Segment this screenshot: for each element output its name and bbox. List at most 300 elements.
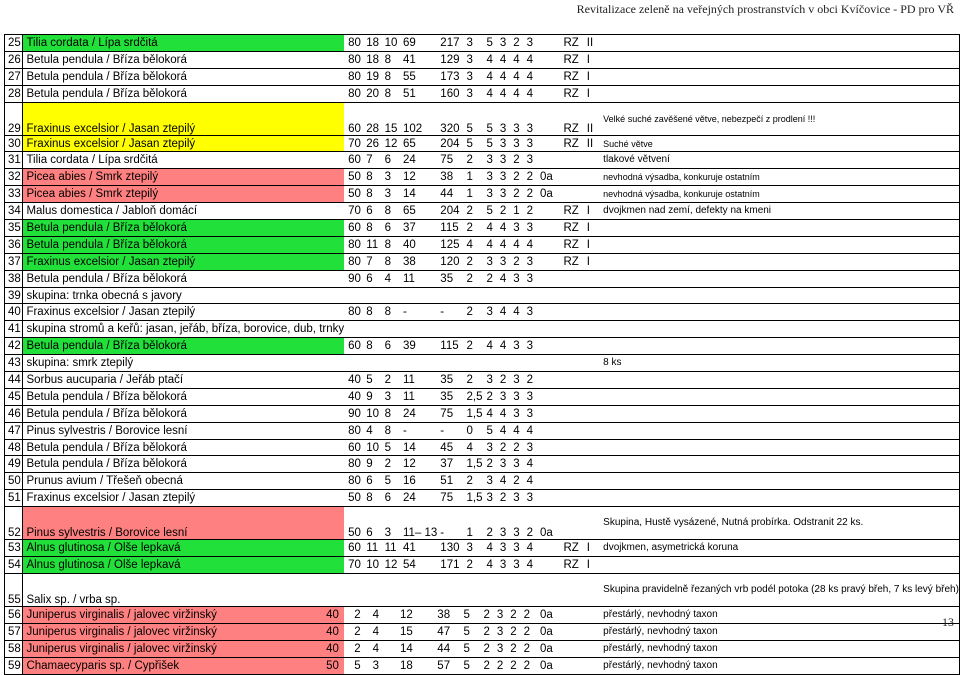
- tree-number: 58: [5, 640, 23, 657]
- measure-cell: 24: [400, 490, 437, 507]
- measure-cell: 40: [322, 640, 341, 657]
- measure-cell: 3: [382, 507, 400, 540]
- measure-cell: 4: [510, 422, 523, 439]
- tree-species: Sorbus aucuparia / Jeřáb ptačí: [23, 372, 344, 389]
- measure-cell: 204: [437, 135, 463, 152]
- tree-species: Chamaecyparis sp. / Cypřišek: [23, 657, 344, 674]
- measure-cell: 0a: [537, 507, 560, 540]
- measure-cell: [537, 490, 560, 507]
- measure-cell: 3: [464, 35, 484, 52]
- measure-cell: 3: [483, 372, 496, 389]
- measure-cell: [464, 355, 484, 372]
- measure-cell: 3: [483, 169, 496, 186]
- measure-cell: 4: [497, 405, 510, 422]
- note-cell: tlakové větvení: [603, 152, 959, 169]
- table-row: [5, 338, 960, 355]
- measure-cell: 6: [363, 473, 381, 490]
- measure-cell: RZ: [560, 253, 583, 270]
- note-cell: přestárlý, nevhodný taxon: [603, 623, 959, 640]
- measure-cell: 3: [464, 68, 484, 85]
- measure-cell: 2: [464, 203, 484, 220]
- table-row: [5, 186, 960, 203]
- measure-cell: [344, 287, 363, 304]
- measure-cell: 8: [363, 186, 381, 203]
- table-row: [5, 135, 960, 152]
- measure-cell: [537, 304, 560, 321]
- measure-cell: 4: [524, 68, 537, 85]
- measure-cell: 3: [510, 490, 523, 507]
- measure-cell: 3: [483, 186, 496, 203]
- measure-cell: 5: [461, 640, 481, 657]
- measure-cell: 2: [510, 152, 523, 169]
- measure-cell: [560, 507, 583, 540]
- note-cell: Velké suché zavěšené větve, nebezpečí z prodlení !!!: [603, 102, 959, 135]
- measure-cell: [584, 372, 603, 389]
- measure-cell: 2: [521, 623, 534, 640]
- note-cell: Suché větve: [603, 135, 959, 152]
- tree-species: Picea abies / Smrk ztepilý: [23, 169, 344, 186]
- tree-number: 53: [5, 540, 23, 557]
- measure-cell: [537, 557, 560, 574]
- measure-cell: 8: [382, 68, 400, 85]
- measure-cell: 3: [524, 35, 537, 52]
- measure-cell: 8: [363, 220, 381, 237]
- measure-cell: 40: [344, 388, 363, 405]
- measure-cell: 5: [464, 135, 484, 152]
- tree-species: Juniperus virginalis / jalovec viržinský: [23, 623, 344, 640]
- measure-cell: 3: [497, 456, 510, 473]
- measure-cell: 3: [464, 540, 484, 557]
- measure-cell: 2: [483, 388, 496, 405]
- measure-cell: 129: [437, 51, 463, 68]
- measure-cell: 2: [483, 270, 496, 287]
- measure-cell: 5: [363, 372, 381, 389]
- measure-cell: [363, 573, 381, 606]
- measure-cell: [483, 355, 496, 372]
- measure-cell: [344, 321, 363, 338]
- measure-cell: I: [584, 220, 603, 237]
- measure-cell: 4: [370, 606, 388, 623]
- measure-cell: 3: [483, 253, 496, 270]
- measure-cell: 2: [507, 606, 520, 623]
- measure-cell: 1: [464, 186, 484, 203]
- measure-cell: 3: [510, 456, 523, 473]
- tree-number: 25: [5, 35, 23, 52]
- measure-cell: 102: [400, 102, 437, 135]
- measure-cell: [464, 573, 484, 606]
- measure-cell: [524, 287, 537, 304]
- measure-cell: 125: [437, 236, 463, 253]
- measure-cell: 3: [524, 253, 537, 270]
- measure-cell: [584, 169, 603, 186]
- measure-cell: 18: [397, 657, 434, 674]
- measure-cell: 40: [322, 623, 341, 640]
- note-cell: [603, 287, 959, 304]
- measure-cell: [400, 355, 437, 372]
- measure-cell: 70: [344, 557, 363, 574]
- measure-cell: 3: [483, 490, 496, 507]
- measure-cell: 3: [497, 253, 510, 270]
- note-cell: [603, 321, 959, 338]
- tree-species: Betula pendula / Bříza bělokorá: [23, 456, 344, 473]
- measure-cell: 60: [344, 220, 363, 237]
- tree-species: Fraxinus excelsior / Jasan ztepilý: [23, 102, 344, 135]
- measure-cell: 4: [524, 51, 537, 68]
- tree-species: Betula pendula / Bříza bělokorá: [23, 439, 344, 456]
- measure-cell: 80: [344, 35, 363, 52]
- measure-cell: [483, 287, 496, 304]
- tree-species: Juniperus virginalis / jalovec viržinský: [23, 606, 344, 623]
- measure-cell: 65: [400, 203, 437, 220]
- measure-cell: [510, 573, 523, 606]
- measure-cell: 80: [344, 85, 363, 102]
- measure-cell: [584, 321, 603, 338]
- measure-cell: RZ: [560, 35, 583, 52]
- measure-cell: 2: [510, 439, 523, 456]
- measure-cell: 2: [351, 623, 369, 640]
- measure-cell: 3: [464, 51, 484, 68]
- measure-cell: 2: [480, 657, 493, 674]
- measure-cell: 4: [497, 422, 510, 439]
- measure-cell: 2: [464, 270, 484, 287]
- table-row: [5, 304, 960, 321]
- measure-cell: 70: [344, 203, 363, 220]
- tree-species: Betula pendula / Bříza bělokorá: [23, 220, 344, 237]
- tree-species: Pinus sylvestris / Borovice lesní: [23, 422, 344, 439]
- note-cell: přestárlý, nevhodný taxon: [603, 640, 959, 657]
- measure-cell: [584, 473, 603, 490]
- measure-cell: [560, 372, 583, 389]
- measure-cell: 2: [464, 220, 484, 237]
- measure-cell: 2: [497, 203, 510, 220]
- measure-cell: 3: [510, 557, 523, 574]
- measure-cell: 3: [483, 304, 496, 321]
- measure-cell: 8: [382, 405, 400, 422]
- measure-cell: [537, 135, 560, 152]
- measure-cell: 2: [483, 507, 496, 540]
- measure-cell: 3: [510, 372, 523, 389]
- measure-cell: 3: [497, 388, 510, 405]
- measure-cell: I: [584, 51, 603, 68]
- measure-cell: 2: [507, 640, 520, 657]
- measure-cell: [400, 573, 437, 606]
- measure-cell: I: [584, 236, 603, 253]
- measure-cell: 3: [497, 135, 510, 152]
- measure-cell: 28: [363, 102, 381, 135]
- tree-inventory-table: [4, 34, 960, 675]
- measure-cell: 50: [344, 169, 363, 186]
- measure-cell: 4: [497, 68, 510, 85]
- table-row: [5, 51, 960, 68]
- measure-cell: 10: [363, 405, 381, 422]
- measure-cell: II: [584, 135, 603, 152]
- measure-cell: 2: [480, 606, 493, 623]
- measure-cell: [560, 490, 583, 507]
- measure-cell: 0: [464, 422, 484, 439]
- measure-cell: 40: [344, 372, 363, 389]
- measure-cell: -: [437, 304, 463, 321]
- measure-cell: 2: [524, 186, 537, 203]
- tree-species: Betula pendula / Bříza bělokorá: [23, 68, 344, 85]
- measure-cell: [537, 456, 560, 473]
- tree-species: Malus domestica / Jabloň domácí: [23, 203, 344, 220]
- measure-cell: 41: [400, 540, 437, 557]
- measure-cell: 2: [507, 657, 520, 674]
- table-row: [5, 169, 960, 186]
- table-row: [5, 270, 960, 287]
- measure-cell: 3: [497, 186, 510, 203]
- tree-species: Betula pendula / Bříza bělokorá: [23, 85, 344, 102]
- measure-cell: RZ: [560, 68, 583, 85]
- measure-cell: [510, 287, 523, 304]
- measure-cell: [584, 507, 603, 540]
- measure-cell: [382, 321, 400, 338]
- measure-cell: [537, 388, 560, 405]
- note-cell: [603, 304, 959, 321]
- measure-cell: 3: [524, 220, 537, 237]
- measure-cell: 37: [400, 220, 437, 237]
- measure-cell: 3: [510, 220, 523, 237]
- measure-cell: 4: [363, 422, 381, 439]
- tree-number: 36: [5, 236, 23, 253]
- measure-cell: 2: [497, 372, 510, 389]
- measure-cell: 11: [400, 388, 437, 405]
- measure-cell: 1,5: [464, 405, 484, 422]
- tree-species: Betula pendula / Bříza bělokorá: [23, 270, 344, 287]
- measure-cell: [537, 422, 560, 439]
- measure-cell: [437, 355, 463, 372]
- measure-cell: 6: [363, 203, 381, 220]
- measure-cell: 4: [497, 270, 510, 287]
- measure-cell: 4: [483, 51, 496, 68]
- table-row: [5, 203, 960, 220]
- measure-cell: 5: [483, 422, 496, 439]
- measure-cell: 3: [497, 169, 510, 186]
- measure-cell: 5: [483, 35, 496, 52]
- measure-cell: 6: [382, 152, 400, 169]
- note-cell: dvojkmen nad zemí, defekty na kmeni: [603, 203, 959, 220]
- measure-cell: 4: [497, 51, 510, 68]
- measure-cell: 4: [510, 304, 523, 321]
- tree-number: 47: [5, 422, 23, 439]
- measure-cell: 80: [344, 68, 363, 85]
- measure-cell: 204: [437, 203, 463, 220]
- tree-species: Tilia cordata / Lípa srdčitá: [23, 35, 344, 52]
- measure-cell: 1,5: [464, 490, 484, 507]
- measure-cell: 47: [434, 623, 460, 640]
- measure-cell: 51: [400, 85, 437, 102]
- measure-cell: 4: [464, 236, 484, 253]
- measure-cell: [497, 355, 510, 372]
- measure-cell: 50: [344, 507, 363, 540]
- measure-cell: 0a: [537, 186, 560, 203]
- measure-cell: 60: [344, 102, 363, 135]
- tree-number: 27: [5, 68, 23, 85]
- measure-cell: 5: [351, 657, 369, 674]
- measure-cell: 26: [363, 135, 381, 152]
- measure-cell: 115: [437, 220, 463, 237]
- measure-cell: [464, 321, 484, 338]
- table-row: [5, 405, 960, 422]
- measure-cell: 171: [437, 557, 463, 574]
- measure-cell: 18: [363, 51, 381, 68]
- measure-cell: 3: [510, 270, 523, 287]
- measure-cell: 4: [524, 456, 537, 473]
- measure-cell: [464, 287, 484, 304]
- measure-cell: 80: [344, 422, 363, 439]
- note-cell: [603, 236, 959, 253]
- measure-cell: 20: [363, 85, 381, 102]
- measure-cell: [560, 152, 583, 169]
- measure-cell: [363, 355, 381, 372]
- measure-cell: [537, 152, 560, 169]
- tree-number: 59: [5, 657, 23, 674]
- measure-cell: 54: [400, 557, 437, 574]
- measure-cell: 12: [400, 169, 437, 186]
- measure-cell: [537, 220, 560, 237]
- tree-number: 56: [5, 606, 23, 623]
- table-row: [5, 439, 960, 456]
- measure-cell: 3: [382, 186, 400, 203]
- measure-cell: [537, 203, 560, 220]
- measure-cell: 3: [497, 540, 510, 557]
- measure-cell: 11: [363, 540, 381, 557]
- measure-cell: 4: [497, 304, 510, 321]
- measure-cell: [560, 456, 583, 473]
- measure-cell: 60: [344, 338, 363, 355]
- tree-species: skupina: trnka obecná s javory: [23, 287, 344, 304]
- tree-species: Alnus glutinosa / Olše lepkavá: [23, 540, 344, 557]
- measure-cell: 3: [524, 304, 537, 321]
- tree-number: 51: [5, 490, 23, 507]
- measure-cell: [497, 321, 510, 338]
- measure-cell: 4: [497, 85, 510, 102]
- measure-cell: RZ: [560, 220, 583, 237]
- tree-number: 49: [5, 456, 23, 473]
- measure-cell: 8: [363, 304, 381, 321]
- measure-cell: 4: [510, 85, 523, 102]
- measure-cell: RZ: [560, 557, 583, 574]
- measure-cell: 69: [400, 35, 437, 52]
- measure-cell: 2: [351, 640, 369, 657]
- tree-number: 41: [5, 321, 23, 338]
- measure-cell: 16: [400, 473, 437, 490]
- measure-cell: 6: [363, 507, 381, 540]
- measure-cell: 3: [524, 490, 537, 507]
- tree-species: Juniperus virginalis / jalovec viržinský: [23, 640, 344, 657]
- measure-cell: 60: [344, 152, 363, 169]
- measure-cell: 14: [400, 186, 437, 203]
- measure-cell: 3: [524, 338, 537, 355]
- measure-cell: [584, 606, 603, 623]
- measure-cell: 3: [524, 439, 537, 456]
- measure-cell: [510, 355, 523, 372]
- table-row: [5, 657, 960, 674]
- measure-cell: 0a: [537, 640, 560, 657]
- measure-cell: 40: [322, 606, 341, 623]
- measure-cell: 35: [437, 372, 463, 389]
- note-cell: [603, 270, 959, 287]
- measure-cell: [497, 287, 510, 304]
- tree-species: skupina stromů a keřů: jasan, jeřáb, bříza, borovice, dub, trnky: [23, 321, 344, 338]
- measure-cell: [560, 640, 583, 657]
- measure-cell: [584, 355, 603, 372]
- measure-cell: 4: [483, 68, 496, 85]
- measure-cell: 2: [464, 473, 484, 490]
- measure-cell: 4: [510, 236, 523, 253]
- measure-cell: 4: [483, 338, 496, 355]
- measure-cell: 5: [483, 203, 496, 220]
- measure-cell: [537, 236, 560, 253]
- measure-cell: 12: [397, 606, 434, 623]
- measure-cell: -: [437, 422, 463, 439]
- tree-number: 37: [5, 253, 23, 270]
- tree-number: 34: [5, 203, 23, 220]
- measure-cell: 2: [464, 304, 484, 321]
- measure-cell: [560, 439, 583, 456]
- tree-number: 57: [5, 623, 23, 640]
- tree-number: 52: [5, 507, 23, 540]
- measure-cell: 2: [464, 253, 484, 270]
- measure-cell: [497, 573, 510, 606]
- measure-cell: 5: [464, 102, 484, 135]
- measure-cell: [584, 456, 603, 473]
- measure-cell: RZ: [560, 236, 583, 253]
- document-header: Revitalizace zeleně na veřejných prostranstvích v obci Kvíčovice - PD pro VŘ: [576, 2, 954, 16]
- measure-cell: 70: [344, 135, 363, 152]
- table-row: [5, 422, 960, 439]
- table-row: [5, 85, 960, 102]
- measure-cell: [584, 490, 603, 507]
- measure-cell: -: [400, 422, 437, 439]
- table-row: [5, 321, 960, 338]
- measure-cell: 2: [510, 169, 523, 186]
- measure-cell: 2: [521, 640, 534, 657]
- table-row: [5, 557, 960, 574]
- measure-cell: 9: [363, 388, 381, 405]
- measure-cell: 60: [344, 540, 363, 557]
- measure-cell: 5: [483, 135, 496, 152]
- measure-cell: [560, 321, 583, 338]
- measure-cell: 3: [510, 102, 523, 135]
- measure-cell: 10: [382, 35, 400, 52]
- measure-cell: 35: [437, 270, 463, 287]
- tree-number: 50: [5, 473, 23, 490]
- measure-cell: 160: [437, 85, 463, 102]
- measure-cell: 38: [437, 169, 463, 186]
- measure-cell: 10: [363, 557, 381, 574]
- measure-cell: 2: [521, 606, 534, 623]
- tree-number: 33: [5, 186, 23, 203]
- measure-cell: 9: [363, 456, 381, 473]
- measure-cell: 8: [363, 338, 381, 355]
- measure-cell: [584, 640, 603, 657]
- measure-cell: [584, 388, 603, 405]
- measure-cell: 320: [437, 102, 463, 135]
- measure-cell: 3: [494, 623, 507, 640]
- measure-cell: 3: [497, 557, 510, 574]
- tree-species: Betula pendula / Bříza bělokorá: [23, 405, 344, 422]
- measure-cell: 1,5: [464, 456, 484, 473]
- measure-cell: 80: [344, 51, 363, 68]
- measure-cell: 2: [497, 490, 510, 507]
- measure-cell: I: [584, 68, 603, 85]
- measure-cell: 24: [400, 152, 437, 169]
- measure-cell: 90: [344, 405, 363, 422]
- measure-cell: 38: [434, 606, 460, 623]
- measure-cell: [560, 405, 583, 422]
- measure-cell: 4: [483, 236, 496, 253]
